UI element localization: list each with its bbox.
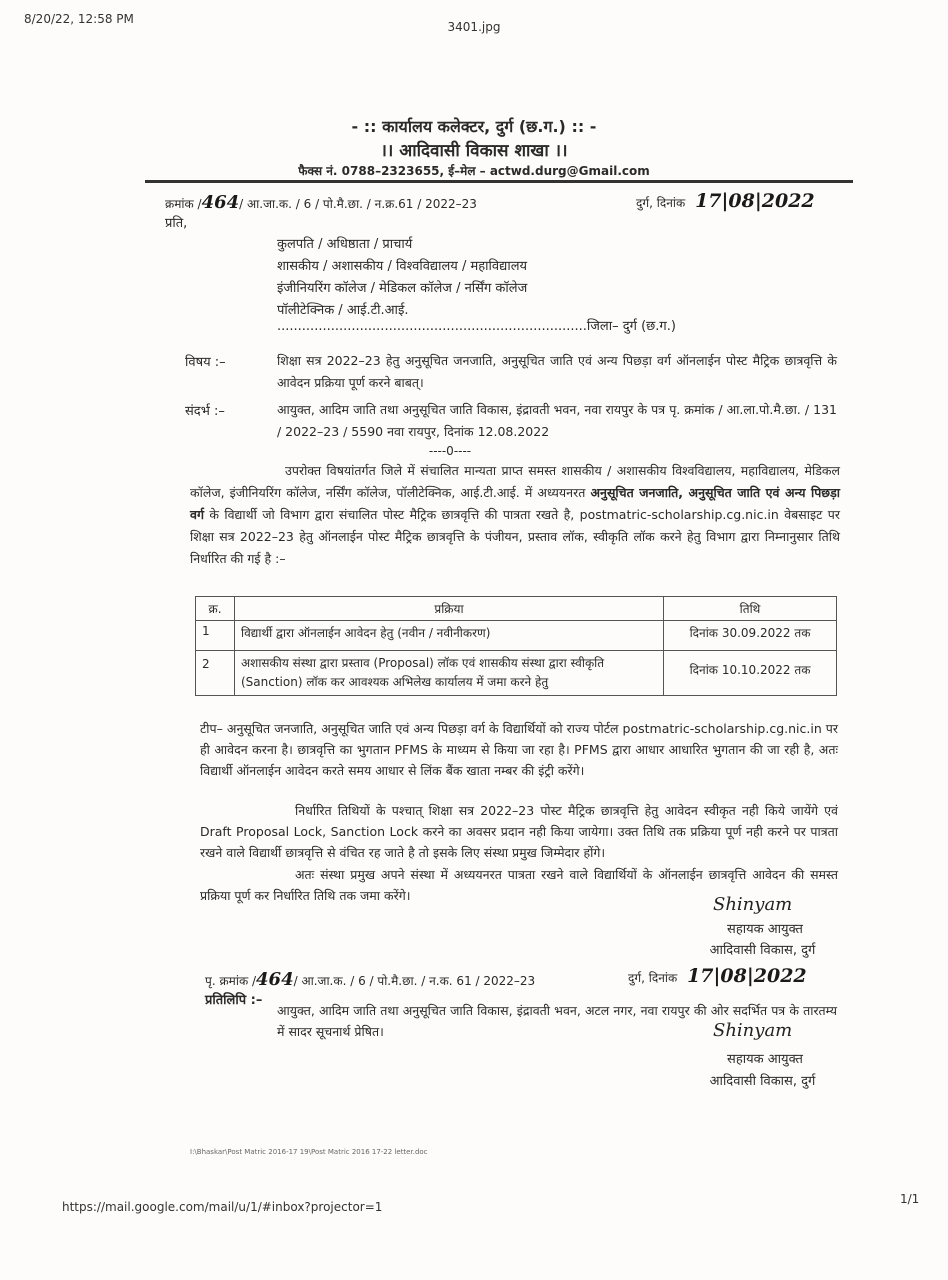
- ref-prefix: क्रमांक /: [165, 197, 202, 211]
- ref2-prefix: पृ. क्रमांक /: [205, 974, 257, 988]
- th-process: प्रक्रिया: [235, 597, 664, 621]
- para-3: अतः संस्था प्रमुख अपने संस्था में अध्ययनरत पात्रता रखने वाले विद्यार्थियों के ऑनलाईन छात्रवृत्ति आवेदन की समस्त प्रक्रिया पूर्ण कर निर्धारित तिथि तक जमा करेंगे।: [200, 867, 838, 903]
- signature-1-dept: आदिवासी विकास, दुर्ग: [709, 943, 816, 958]
- subject-label: विषय :–: [185, 355, 226, 370]
- table-row: [196, 651, 837, 696]
- signature-2-title: सहायक आयुक्त: [727, 1052, 803, 1067]
- signature-2-dept: आदिवासी विकास, दुर्ग: [709, 1074, 816, 1089]
- letterhead-rule: [145, 180, 853, 183]
- ref2-number-handwritten: 464: [256, 969, 294, 990]
- separator: ----0----: [428, 444, 472, 458]
- print-url: https://mail.google.com/mail/u/1/#inbox?projector=1: [62, 1200, 383, 1214]
- print-datetime: 8/20/22, 12:58 PM: [24, 12, 134, 26]
- print-page-number: 1/1: [900, 1192, 920, 1206]
- para-1: [190, 460, 840, 570]
- para-2: निर्धारित तिथियों के पश्चात् शिक्षा सत्र 2022–23 पोस्ट मैट्रिक छात्रवृत्ति हेतु आवेदन स्वीकृत नही किये जायेंगे एवं Draft Proposal Lock, Sanction Lock करने का अवसर प्रदान नही किया जायेगा। उक्त तिथि तक प्रक्रिया पूर्ण नही करने पर पात्रता रखने वाले विद्यार्थी छात्रवृत्ति से वंचित रह जाते है तो इसके लिए संस्था प्रमुख जिम्मेदार होंगे।: [200, 803, 838, 860]
- th-date: तिथि: [664, 597, 837, 621]
- ref2-date-label: दुर्ग, दिनांक: [628, 971, 678, 985]
- letterhead-branch: ।। आदिवासी विकास शाखा ।।: [380, 141, 568, 161]
- ref-code: / आ.जा.क. / 6 / पो.मै.छा. / न.क्र.61 / 2022–23: [239, 197, 477, 211]
- print-filename: 3401.jpg: [447, 20, 501, 34]
- to-line-2: शासकीय / अशासकीय / विश्वविद्यालय / महाविद्यालय: [277, 259, 528, 274]
- row-2-date: दिनांक 10.10.2022 तक: [664, 651, 837, 696]
- process-table: [195, 596, 837, 696]
- row-1-sn: 1: [196, 621, 235, 651]
- to-line-4: पॉलीटेक्निक / आई.टी.आई.: [277, 303, 409, 318]
- copy-text: आयुक्त, आदिम जाति तथा अनुसूचित जाति विकास, इंद्रावती भवन, अटल नगर, नवा रायपुर की ओर सदर्भित पत्र के तारतम्य में सादर सूचनार्थ प्रेषित।: [277, 1003, 837, 1039]
- ref2-code: / आ.जा.क. / 6 / पो.मै.छा. / न.क. 61 / 2022–23: [293, 974, 536, 988]
- to-line-1: कुलपति / अधिष्ठाता / प्राचार्य: [277, 237, 413, 252]
- to-label: प्रति,: [165, 216, 188, 231]
- signature-2-scribble: Shinyam: [713, 1020, 793, 1041]
- ref2-date-line: [628, 965, 807, 987]
- to-district: ...........................................................................जिला– दुर्ग (छ.ग.): [277, 319, 676, 334]
- note-text: टीप– अनुसूचित जनजाति, अनुसूचित जाति एवं अन्य पिछड़ा वर्ग के विद्यार्थियों को राज्य पोर्टल postmatric-scholarship.cg.nic.in पर ही आवेदन करना है। छात्रवृत्ति का भुगतान PFMS के माध्यम से किया जा रहा है। PFMS द्वारा आधार आधारित भुगतान की जा रही है, अतः विद्यार्थी ऑनलाईन आवेदन करते समय आधार से लिंक बैंक खाता नम्बर की इंट्री करेंगे।: [200, 721, 838, 778]
- ref-date-handwritten: 17|08|2022: [695, 190, 815, 212]
- to-line-3: इंजीनियरिंग कॉलेज / मेडिकल कॉलेज / नर्सिंग कॉलेज: [277, 281, 528, 296]
- table-header-row: [196, 597, 837, 621]
- reference-label: संदर्भ :–: [185, 404, 225, 419]
- para-1-before: उपरोक्त विषयांतर्गत जिले में संचालित मान्यता प्राप्त समस्त शासकीय / अशासकीय विश्वविद्यालय, महाविद्यालय, मेडिकल कॉलेज, इंजीनियरिंग कॉलेज, नर्सिंग कॉलेज, पॉलीटेक्निक, आई.टी.आई. में अध्ययनरत: [190, 463, 840, 500]
- subject-text: शिक्षा सत्र 2022–23 हेतु अनुसूचित जनजाति, अनुसूचित जाति एवं अन्य पिछड़ा वर्ग ऑनलाईन पोस्ट मैट्रिक छात्रवृत्ति के आवेदन प्रक्रिया पूर्ण करने बाबत्।: [277, 353, 837, 390]
- row-1-date: दिनांक 30.09.2022 तक: [664, 621, 837, 651]
- ref-date-line: [636, 190, 815, 212]
- ref-number-line: [165, 192, 477, 213]
- signature-1-title: सहायक आयुक्त: [727, 922, 803, 937]
- ref2-number-line: [205, 969, 535, 990]
- footer-file-path: I:\Bhaskar\Post Matric 2016-17 19\Post Matric 2016 17-22 letter.doc: [190, 1148, 428, 1156]
- letterhead-office: - :: कार्यालय कलेक्टर, दुर्ग (छ.ग.) :: -: [351, 117, 597, 136]
- para-1-bold: अनुसूचित जनजाति, अनुसूचित जाति एवं अन्य पिछड़ा वर्ग: [190, 485, 840, 522]
- para-1-after: के विद्यार्थी जो विभाग द्वारा संचालित पोस्ट मैट्रिक छात्रवृत्ति की पात्रता रखते है, postmatric-scholarship.cg.nic.in वेबसाइट पर शिक्षा सत्र 2022–23 हेतु ऑनलाईन पोस्ट मैट्रिक छात्रवृत्ति के पंजीयन, प्रस्ताव लॉक, स्वीकृति लॉक करने हेतु विभाग द्वारा निम्नानुसार तिथि निर्धारित की गई है :–: [190, 507, 840, 566]
- table-row: [196, 621, 837, 651]
- ref-number-handwritten: 464: [201, 192, 240, 213]
- row-1-process: विद्यार्थी द्वारा ऑनलाईन आवेदन हेतु (नवीन / नवीनीकरण): [235, 621, 664, 651]
- letterhead-contact: फैक्स नं. 0788–2323655, ई–मेल – actwd.durg@Gmail.com: [298, 164, 650, 178]
- th-sn: क्र.: [196, 597, 235, 621]
- copy-label: प्रतिलिपि :–: [205, 993, 263, 1008]
- ref2-date-handwritten: 17|08|2022: [687, 965, 807, 987]
- ref-date-label: दुर्ग, दिनांक: [636, 196, 686, 210]
- row-2-sn: 2: [196, 651, 235, 696]
- reference-text: आयुक्त, आदिम जाति तथा अनुसूचित जाति विकास, इंद्रावती भवन, नवा रायपुर के पत्र पृ. क्रमांक / आ.ला.पो.मै.छा. / 131 / 2022–23 / 5590 नवा रायपुर, दिनांक 12.08.2022: [277, 402, 837, 439]
- row-2-process: अशासकीय संस्था द्वारा प्रस्ताव (Proposal) लॉक एवं शासकीय संस्था द्वारा स्वीकृति (Sanction) लॉक कर आवश्यक अभिलेख कार्यालय में जमा करने हेतु: [235, 651, 664, 696]
- signature-1-scribble: Shinyam: [713, 894, 793, 915]
